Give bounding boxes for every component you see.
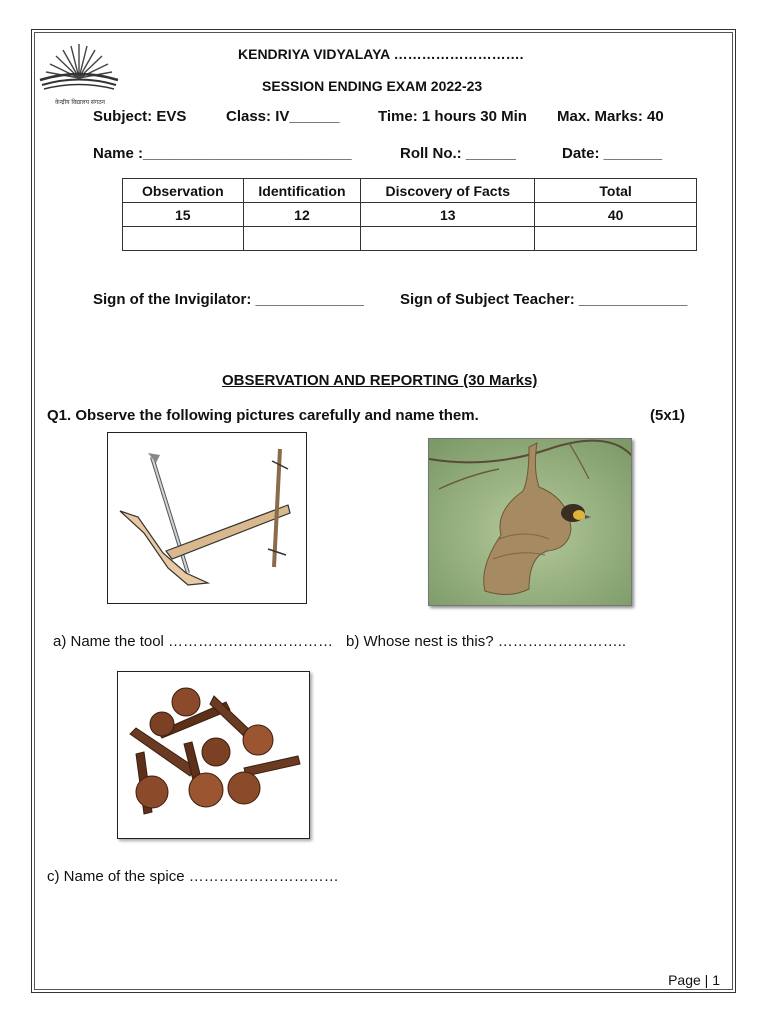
table-header-row (123, 179, 697, 203)
weaver-nest-image (428, 438, 632, 606)
blank-identification[interactable] (243, 227, 361, 251)
header-total: Total (535, 179, 697, 203)
value-discovery: 13 (361, 203, 535, 227)
roll-field: Roll No.: ______ (400, 145, 516, 162)
exam-title: SESSION ENDING EXAM 2022-23 (262, 78, 483, 94)
section-title: OBSERVATION AND REPORTING (30 Marks) (222, 372, 538, 389)
answer-b: b) Whose nest is this? …………………….. (346, 633, 627, 650)
time-field: Time: 1 hours 30 Min (378, 108, 527, 125)
answer-a: a) Name the tool …………………………… (53, 633, 334, 650)
blank-observation[interactable] (123, 227, 244, 251)
page-number: Page | 1 (668, 972, 720, 988)
nest-icon (429, 439, 632, 606)
table-marks-row (123, 203, 697, 227)
school-name: KENDRIYA VIDYALAYA ………………………. (238, 46, 524, 62)
marks-table (122, 178, 697, 251)
max-marks-field: Max. Marks: 40 (557, 108, 664, 125)
blank-total[interactable] (535, 227, 697, 251)
header-observation: Observation (123, 179, 244, 203)
table-blank-row (123, 227, 697, 251)
invigilator-sign: Sign of the Invigilator: _____________ (93, 291, 364, 308)
value-total: 40 (535, 203, 697, 227)
header-discovery: Discovery of Facts (361, 179, 535, 203)
header-identification: Identification (243, 179, 361, 203)
name-field: Name :_________________________ (93, 145, 352, 162)
value-observation: 15 (123, 203, 244, 227)
value-identification: 12 (243, 203, 361, 227)
subject-field: Subject: EVS (93, 108, 187, 125)
blank-discovery[interactable] (361, 227, 535, 251)
date-field: Date: _______ (562, 145, 663, 162)
answer-c: c) Name of the spice ………………………… (47, 868, 339, 885)
cloves-image (117, 671, 310, 839)
question-1-marks: (5x1) (650, 407, 686, 424)
plough-icon (108, 433, 305, 602)
question-1-text: Q1. Observe the following pictures carefully and name them. (47, 407, 479, 424)
plough-image (107, 432, 307, 604)
logo-caption: केन्द्रीय विद्यालय संगठन (54, 100, 106, 106)
class-field: Class: IV______ (226, 108, 340, 125)
teacher-sign: Sign of Subject Teacher: _____________ (400, 291, 688, 308)
clove-icon (118, 672, 308, 837)
